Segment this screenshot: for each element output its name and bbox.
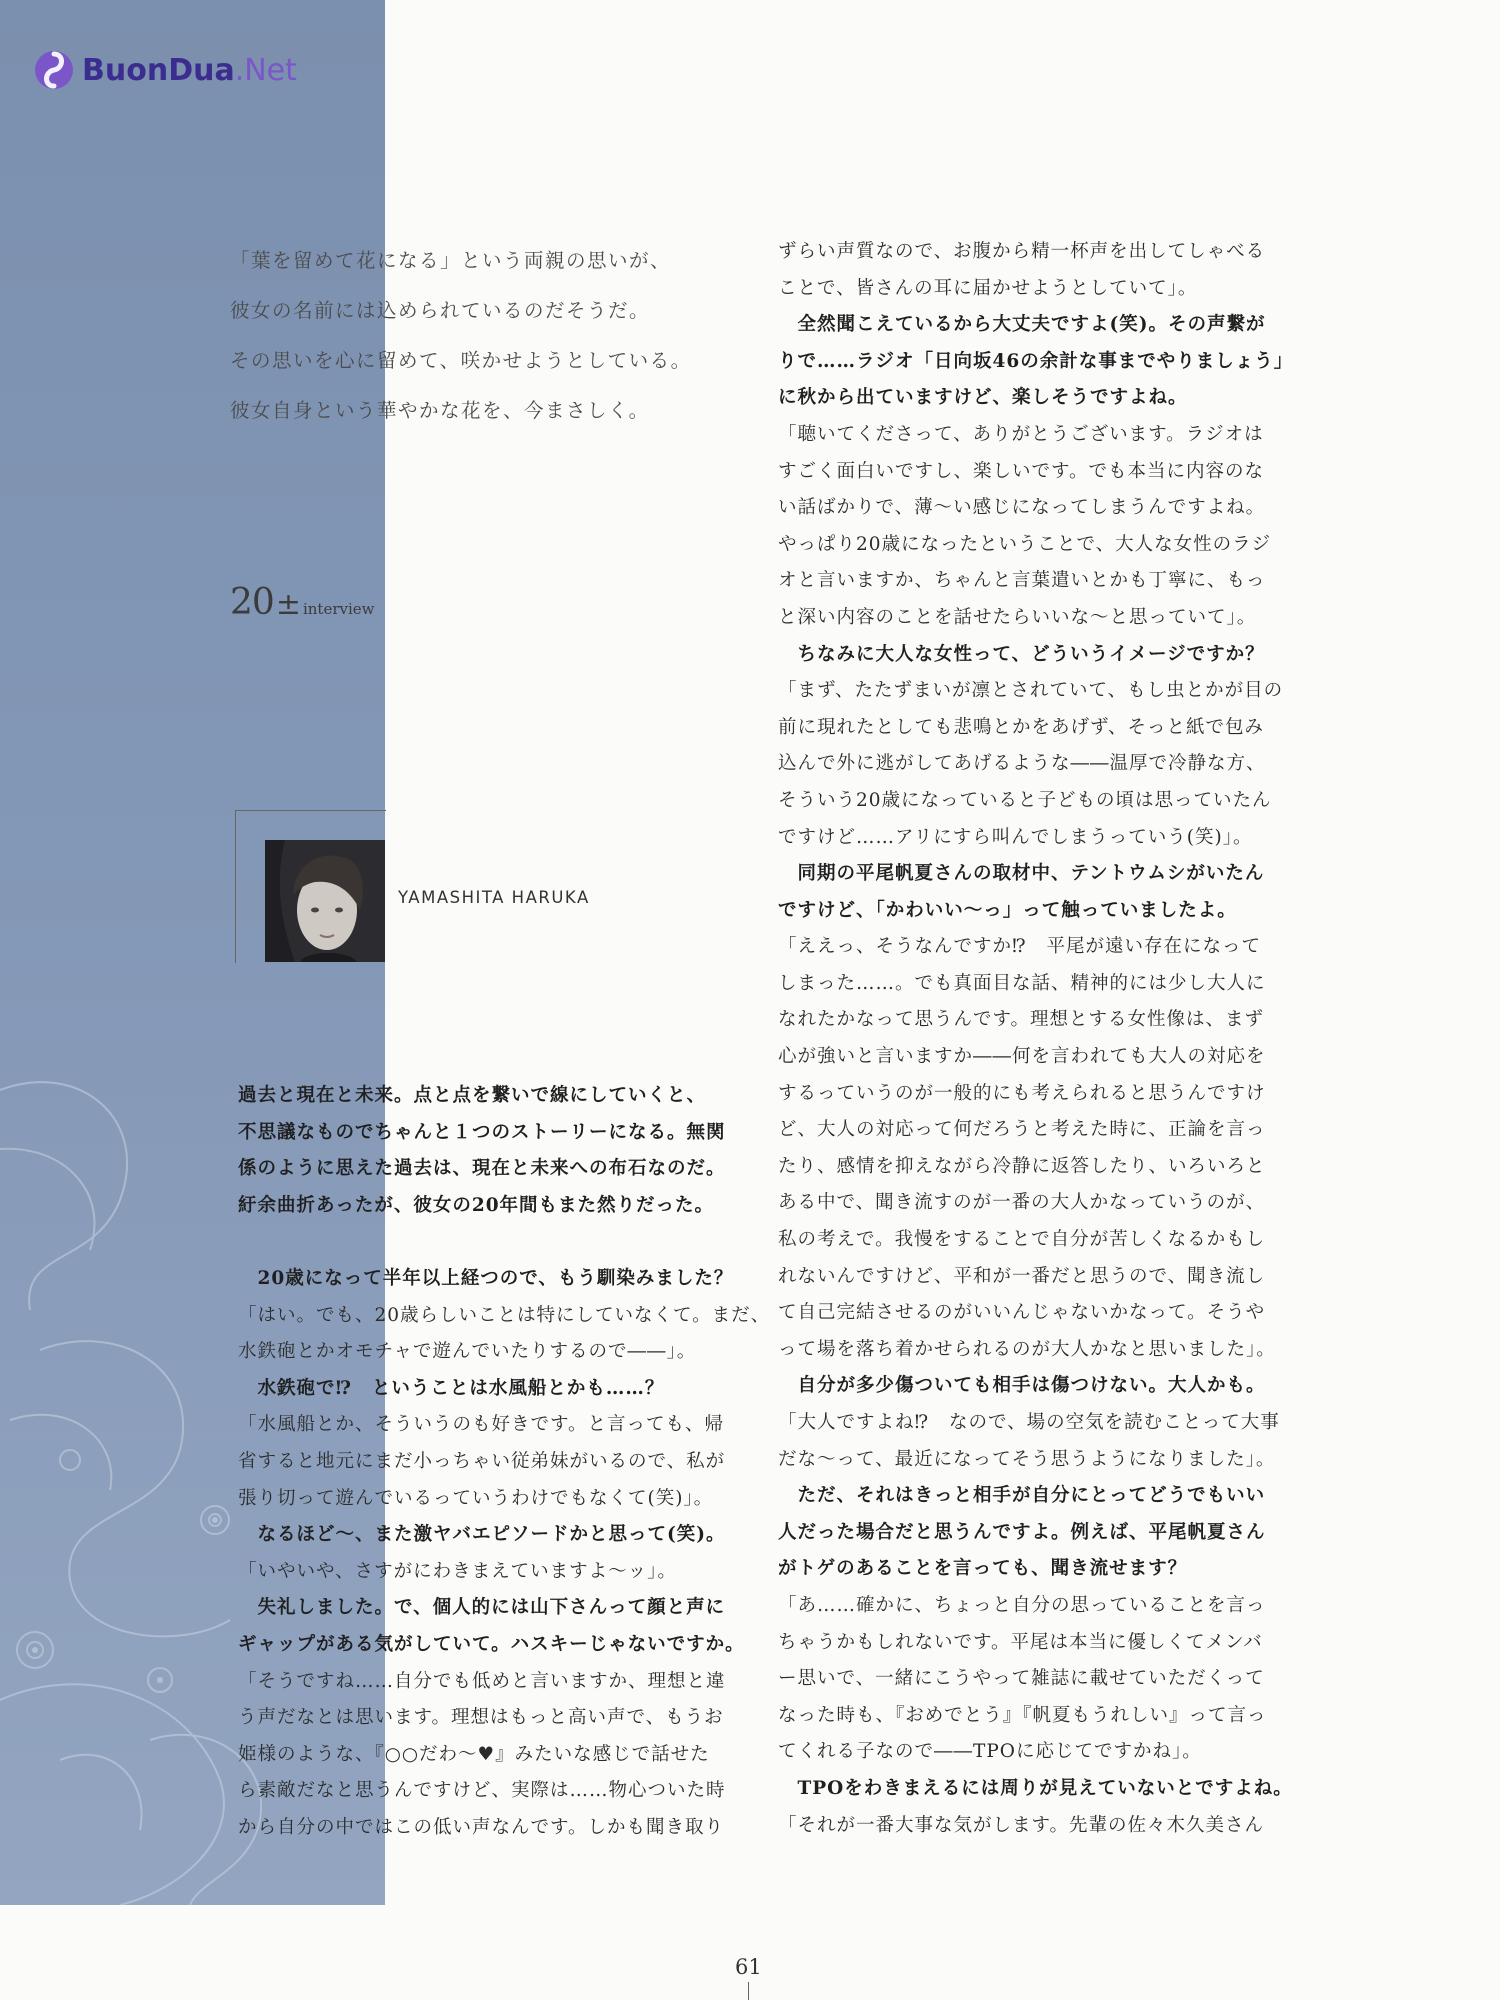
text-line: 紆余曲折あったが、彼女の20年間もまた然りだった。 (238, 1194, 715, 1216)
text-line: すごく面白いですし、楽しいです。でも本当に内容のな (778, 460, 1265, 482)
page-number: 61 (735, 1955, 762, 1979)
intro-line: 彼女の名前には込められているのだそうだ。 (230, 299, 651, 322)
text-line: なるほど～、また激ヤバエピソードかと思って(笑)。 (238, 1524, 726, 1546)
text-line: 過去と現在と未来。点と点を繋いで線にしていくと、 (238, 1085, 707, 1106)
text-line: 「聴いてくださって、ありがとうございます。ラジオは (778, 423, 1264, 445)
right-text-column (778, 234, 1294, 1844)
page-number-tick (748, 1982, 749, 2000)
text-line: ことで、皆さんの耳に届かせようとしていて」。 (778, 277, 1198, 299)
interviewee-name: YAMASHITA HARUKA (398, 888, 590, 907)
text-line: 前に現れたとしても悲鳴とかをあげず、そっと紙で包み (778, 716, 1265, 738)
text-line: ですけど……アリにすら叫んでしまうっていう(笑)」。 (778, 826, 1253, 848)
text-line: ちゃうかもしれないです。平尾は本当に優しくてメンバ (778, 1631, 1263, 1653)
text-line: 「水風船とか、そういうのも好きです。と言っても、帰 (238, 1414, 725, 1436)
text-line: から自分の中ではこの低い声なんです。しかも聞き取り (238, 1816, 725, 1838)
text-line: TPOをわきまえるには周りが見えていないとですよね。 (778, 1777, 1293, 1799)
text-line: 「あ……確かに、ちょっと自分の思っていることを言っ (778, 1594, 1266, 1616)
text-line: 「まず、たたずまいが凛とされていて、もし虫とかが目の (778, 680, 1284, 702)
intro-lead (230, 236, 750, 436)
text-line: 「大人ですよね⁉ なので、場の空気を読むことって大事 (778, 1412, 1280, 1433)
text-line: 係のように思えた過去は、現在と未来への布石なのだ。 (238, 1158, 726, 1180)
text-line: ずらい声質なので、お腹から精一杯声を出してしゃべる (778, 241, 1266, 262)
text-line: やっぱり20歳になったということで、大人な女性のラジ (778, 533, 1272, 555)
portrait-image (265, 840, 385, 962)
text-line: 水鉄砲で⁉ ということは水風船とかも……？ (238, 1377, 665, 1399)
text-line: れないんですけど、平和が一番だと思うので、聞き流し (778, 1265, 1266, 1287)
text-line: 省すると地元にまだ小っちゃい従弟妹がいるので、私が (238, 1450, 726, 1472)
text-line: って場を落ち着かせられるのが大人かなと思いました」。 (778, 1338, 1276, 1360)
text-line: 「そうですね……自分でも低めと言いますか、理想と違 (238, 1670, 726, 1692)
text-line: なった時も、『おめでとう』『帆夏もうれしい』って言っ (778, 1704, 1267, 1726)
text-line: 込んで外に逃がしてあげるような――温厚で冷静な方、 (778, 753, 1266, 775)
text-line: に秋から出ていますけど、楽しそうですよね。 (778, 387, 1188, 409)
text-line: 張り切って遊んでいるっていうわけでもなくて(笑)」。 (238, 1487, 714, 1509)
text-line: 心が強いと言いますか――何を言われても大人の対応を (778, 1046, 1266, 1068)
text-line: 不思議なものでちゃんと１つのストーリーになる。無関 (238, 1121, 726, 1143)
text-line: てくれる子なので――TPOに応じてですかね」。 (778, 1741, 1202, 1763)
text-line: 同期の平尾帆夏さんの取材中、テントウムシがいたん (778, 863, 1265, 885)
section-label-word: interview (302, 600, 375, 618)
text-line: 水鉄砲とかオモチャで遊んでいたりするので――」。 (238, 1341, 697, 1363)
intro-line: その思いを心に留めて、咲かせようとしている。 (230, 349, 692, 372)
text-line: ちなみに大人な女性って、どういうイメージですか？ (778, 643, 1265, 665)
text-line: 20歳になって半年以上経つので、もう馴染みました？ (238, 1267, 734, 1289)
text-line: 「いやいや、さすがにわきまえていますよ～ッ」。 (238, 1560, 677, 1582)
text-line: たり、感情を抑えながら冷静に返答したり、いろいろと (778, 1155, 1266, 1177)
portrait-photo (265, 840, 385, 962)
watermark (34, 50, 297, 90)
intro-line: 「葉を留めて花になる」という両親の思いが、 (230, 249, 672, 272)
left-text-column (238, 1078, 771, 1846)
intro-line: 彼女自身という華やかな花を、今まさしく。 (230, 399, 650, 422)
text-line: う声だなとは思います。理想はもっと高い声で、もうお (238, 1707, 724, 1729)
text-line: て自己完結させるのがいいんじゃないかなって。そうや (778, 1302, 1266, 1324)
text-line: りで……ラジオ「日向坂46の余計な事までやりましょう」 (778, 350, 1294, 372)
section-label-plusminus: ± (275, 587, 301, 622)
text-line: ど、大人の対応って何だろうと考えた時に、正論を言っ (778, 1119, 1266, 1141)
text-line: い話ばかりで、薄～い感じになってしまうんですよね。 (778, 497, 1266, 519)
text-line: 人だった場合だと思うんですよ。例えば、平尾帆夏さん (778, 1521, 1266, 1543)
text-line: がトゲのあることを言っても、聞き流せます？ (778, 1558, 1188, 1580)
text-line: 姫様のような、『○○だわ～♥』みたいな感じで話せた (238, 1743, 710, 1765)
section-label-number: 20 (230, 582, 274, 623)
text-line: ら素敵だなと思うんですけど、実際は……物心ついた時 (238, 1780, 726, 1802)
text-line: と深い内容のことを話せたらいいな～と思っていて」。 (778, 606, 1257, 628)
text-line: ー思いで、一緒にこうやって雑誌に載せていただくって (778, 1668, 1265, 1690)
text-line: 「それが一番大事な気がします。先輩の佐々木久美さん (778, 1814, 1265, 1836)
text-line: 「はい。でも、20歳らしいことは特にしていなくて。まだ、 (238, 1304, 771, 1326)
text-line: 自分が多少傷ついても相手は傷つけない。大人かも。 (778, 1375, 1266, 1397)
text-line: ある中で、聞き流すのが一番の大人かなっていうのが、 (778, 1192, 1266, 1214)
text-line: 失礼しました。で、個人的には山下さんって顔と声に (238, 1597, 726, 1619)
text-line: 全然聞こえているから大丈夫ですよ(笑)。その声繋が (778, 314, 1266, 336)
text-line: 「ええっ、そうなんですか⁉ 平尾が遠い存在になって (778, 936, 1261, 958)
text-line: ギャップがある気がしていて。ハスキーじゃないですか。 (238, 1633, 745, 1655)
watermark-logo-icon (34, 50, 74, 90)
text-line: 私の考えで。我慢をすることで自分が苦しくなるかもし (778, 1229, 1266, 1251)
section-label (230, 582, 374, 623)
text-line: ですけど、「かわいい～っ」って触っていましたよ。 (778, 899, 1237, 921)
text-line: ただ、それはきっと相手が自分にとってどうでもいい (778, 1485, 1266, 1507)
text-line: だな～って、最近になってそう思うようになりました」。 (778, 1448, 1276, 1470)
text-line: そういう20歳になっていると子どもの頃は思っていたん (778, 789, 1272, 811)
watermark-text: BuonDua.Net (82, 52, 297, 88)
text-line: するっていうのが一般的にも考えられると思うんですけ (778, 1082, 1266, 1104)
text-line: オと言いますか、ちゃんと言葉遣いとかも丁寧に、もっ (778, 570, 1266, 592)
text-line: なれたかなって思うんです。理想とする女性像は、まず (778, 1009, 1265, 1031)
text-line (238, 1224, 740, 1261)
text-line: しまった……。でも真面目な話、精神的には少し大人に (778, 972, 1266, 994)
